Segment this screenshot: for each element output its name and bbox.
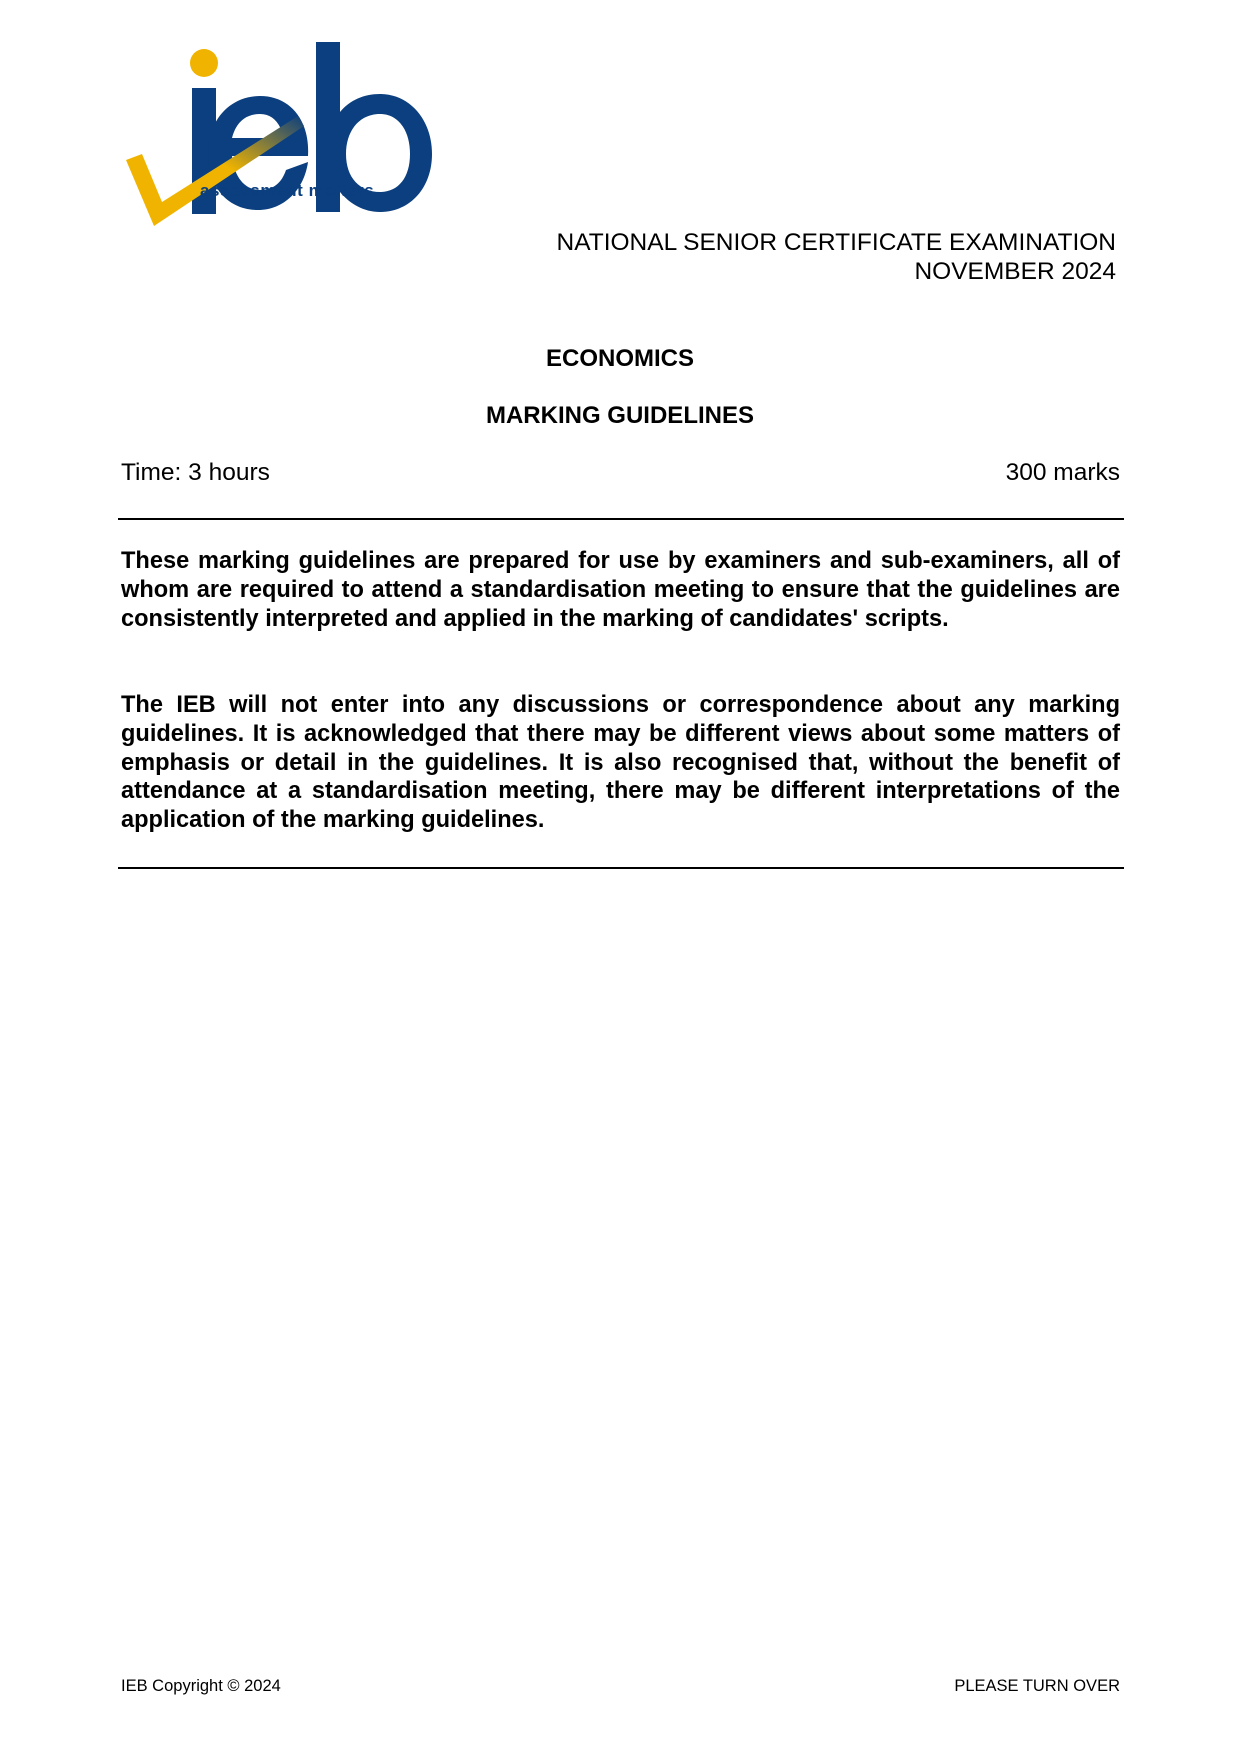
document-type-title: MARKING GUIDELINES (485, 402, 754, 429)
exam-date: NOVEMBER 2024 (914, 258, 1116, 285)
page-footer (121, 1677, 1120, 1696)
exam-header (557, 228, 1116, 286)
footer-turn-over: PLEASE TURN OVER (954, 1677, 1120, 1695)
logo-tagline: assessment matters (200, 181, 375, 200)
bottom-divider (118, 867, 1124, 869)
logo-dot-icon (190, 49, 218, 77)
exam-marks: 300 marks (1005, 459, 1120, 486)
exam-title: NATIONAL SENIOR CERTIFICATE EXAMINATION (556, 229, 1116, 256)
notice-paragraph-1: These marking guidelines are prepared for use by examiners and sub-examiners, all of whom are required to attend a standardisation meeting to ensure that the guidelines are consistently interpreted and applied in the marking of candidates' scripts. (121, 548, 1120, 632)
footer-copyright: IEB Copyright © 2024 (121, 1677, 281, 1695)
top-divider (118, 518, 1124, 520)
ieb-logo (118, 32, 456, 270)
notice-paragraph-2: The IEB will not enter into any discussions or correspondence about any marking guidelines. It is acknowledged that there may be different views about some matters of emphasis or detail in the guidelines. It is also recognised that, without the benefit of attendance at a standardisation meeting, there may be different interpretations of the application of the marking guidelines. (121, 692, 1120, 834)
exam-meta-row (121, 459, 1120, 487)
subject-title: ECONOMICS (545, 345, 694, 372)
exam-time: Time: 3 hours (121, 459, 270, 486)
